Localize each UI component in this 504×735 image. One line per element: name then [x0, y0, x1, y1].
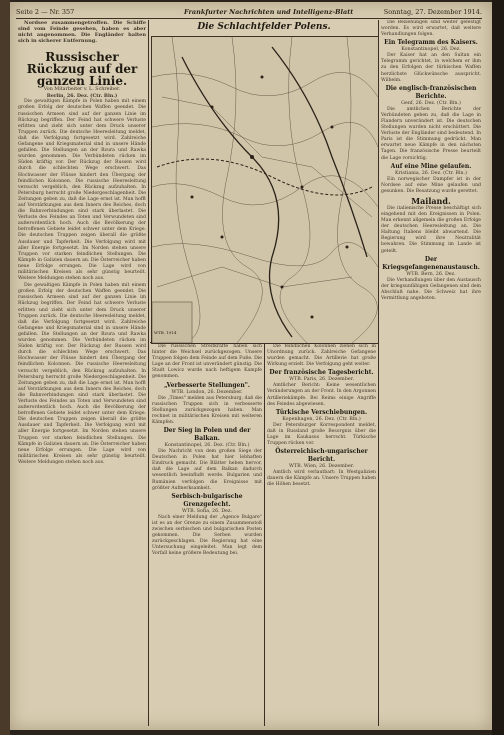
page-edge	[492, 0, 504, 735]
article-heading: Der französische Tagesbericht.	[269, 369, 374, 377]
dateline: WTB. Sofia, 26. Dez.	[182, 508, 232, 514]
dateline: Kopenhagen, 26. Dez. (Ctr. Bln.)	[282, 416, 361, 422]
column-rule	[264, 342, 265, 726]
headline: Russischer Rückzug auf der ganzen Linie.	[26, 50, 138, 89]
map-caption: WTB. 1914	[154, 330, 177, 335]
article-heading: Die englisch-französischen Berichte.	[385, 84, 477, 100]
article-body: Die „Times" melden aus Petersburg, daß die russischen Truppen sich in verbesserte Stellungen zurückgezogen haben. Man rechnet in militärischen Kreisen mit weiteren Kämpfen.	[152, 395, 262, 425]
article-body: Der Petersburger Korrespondent meldet, daß in Russland große Besorgnis über die Lage im Kaukasus herrscht. Türkische Truppen rücken vor.	[267, 422, 376, 447]
dateline: WTB. London, 26. Dezember.	[171, 389, 243, 395]
article-body: Der Kaiser hat an den Sultan ein Telegramm gerichtet, in welchem er ihm zu den Erfolgen der türkischen Waffen herzlichste Glückwünsche ausspricht. Wilhelm.	[381, 53, 481, 83]
dateline: Berlin, 26. Dez. (Ctr. Bln.)	[46, 93, 118, 100]
map-drawing	[152, 37, 378, 343]
article-body-continued: Die gewaltigen Kämpfe in Polen haben mit einem großen Erfolg der deutschen Waffen geendet. Die russischen Armeen sind auf der ganzen Linie im Rückzug begriffen. Der Feind hat schwere Verluste erlitten und zieht sich unter dem Druck unserer Truppen zurück. Die deutsche Heeresleitung meldet, daß die Verfolgung fortgesetzt wird. Zahlreiche Gefangene und Kriegsmaterial sind in unsere Hände gefallen. Die Stellungen an der Bzura und Rawka wurden genommen. Die Verbündeten rücken im Süden kräftig vor. Der Rückzug der Russen wird durch die schlechten Wege erschwert. Das Hochwasser der Flüsse hindert den Übergang der feindlichen Kolonnen. Die russische Heeresleitung versucht vergeblich, den Rückzug aufzuhalten. In Petersburg herrscht große Niedergeschlagenheit. Die Zeitungen geben zu, daß die Lage ernst ist. Man hofft auf Verstärkungen aus dem Innern des Reiches, doch die Bahnverbindungen sind stark überlastet. Die Verluste des Feindes an Toten und Verwundeten sind außerordentlich hoch. Auch die Bevölkerung der betroffenen Gebiete leidet schwer unter dem Kriege. Die deutschen Truppen zeigen überall die größte Ausdauer und Tapferkeit. Die Verfolgung wird mit aller Energie fortgesetzt. Im Norden stehen unsere Truppen vor starken feindlichen Stellungen. Die Kämpfe in Galizien dauern an. Die Österreicher haben neue Erfolge errungen. Die Lage wird von militärischen Kreisen als sehr günstig beurteilt. Weitere Meldungen stehen noch aus.	[18, 283, 146, 465]
column-4	[381, 20, 481, 724]
column-2	[152, 344, 262, 724]
page-header	[16, 6, 482, 19]
article-heading: Mailand.	[411, 195, 451, 206]
article-heading: „Verbesserte Stellungen".	[164, 381, 250, 389]
book-binding	[0, 0, 10, 735]
article-heading: Der Sieg in Polen und der Balkan.	[163, 427, 251, 443]
article-body: Die Beziehungen sind weiter gefestigt worden. Es wird erwartet, daß weitere Verhandlungen folgen.	[381, 20, 481, 38]
dateline: WTB. Bern, 26. Dez.	[406, 271, 456, 277]
intro-text: Nordsee zusammengetroffen. Die Schiffe sind vom Feinde gesehen, haben es aber nicht angenommen. Die Engländer halten sich in sicherer Entfernung.	[18, 20, 146, 45]
article-body: Amtlicher Bericht: Keine wesentlichen Veränderungen an der Front. In den Argonnen Artilleriekämpfe. Bei Reims einige Angriffe des Feindes abgewiesen.	[267, 383, 376, 407]
byline: Von Mitarbeiter v. L. Schreiber.	[43, 87, 121, 93]
dateline: WTB. Wien, 26. Dezember.	[288, 464, 354, 470]
column-1	[18, 20, 146, 724]
article-heading: Auf eine Mine gelaufen.	[390, 162, 472, 170]
article-heading: Österreichisch-ungarischer Bericht.	[275, 448, 368, 464]
column-rule	[148, 20, 149, 726]
issue-date: Sonntag, 27. Dezember 1914.	[383, 8, 482, 16]
article-body: Die russischen Streitkräfte haben sich hinter die Weichsel zurückgezogen. Unsere Truppen folgen dem Feinde auf dem Fuße. Die Lage an der Front ist unverändert günstig. Die Stadt Lowicz wurde nach heftigem Kampfe genommen.	[152, 344, 262, 380]
dateline: Konstantinopel, 26. Dez. (Ctr. Bln.)	[164, 443, 250, 449]
dateline: Genf, 26. Dez. (Ctr. Bln.)	[401, 100, 461, 106]
article-heading: Türkische Verschiebungen.	[275, 408, 368, 416]
masthead: Frankfurter Nachrichten und Intelligenz-Blatt	[184, 8, 354, 16]
article-body: Die Nachricht von dem großen Siege der Deutschen in Polen hat hier lebhaften Eindruck gemacht. Die Blätter heben hervor, daß die Lage auf dem Balkan dadurch wesentlich beeinflußt werde. Bulgarien und Rumänien verfolgen die Ereignisse mit größter Aufmerksamkeit.	[152, 449, 262, 491]
dateline: Kristiania, 26. Dez. (Ctr. Bln.)	[395, 170, 467, 176]
article-body: Nach einer Meldung der „Agence Bulgare" ist es an der Grenze zu einem Zusammenstoß zwischen serbischen und bulgarischen Posten gekommen. Die Serben wurden zurückgeschlagen. Die Regierung hat eine Untersuchung eingeleitet. Man legt dem Vorfall keine größere Bedeutung bei.	[152, 514, 262, 557]
article-body: Die italienische Presse beschäftigt sich eingehend mit den Ereignissen in Polen. Man erkennt allgemein die großen Erfolge der deutschen Heeresleitung an. Die Haltung Italiens bleibt abwartend. Die Regierung wird ihre Neutralität bewahren. Die Stimmung im Lande ist geteilt.	[381, 205, 481, 254]
article-body: Die amtlichen Berichte der Verbündeten geben zu, daß die Lage in Flandern unverändert ist. Die deutschen Stellungen wurden nicht erschüttert. Die Verluste der Engländer sind bedeutend. In Paris ist die Stimmung gedrückt. Man erwartet neue Kämpfe in den nächsten Tagen. Die französische Presse beurteilt die Lage vorsichtig.	[381, 106, 481, 161]
article-body: Ein norwegischer Dampfer ist in der Nordsee auf eine Mine gelaufen und gesunken. Die Besatzung wurde gerettet.	[381, 176, 481, 194]
dateline: Konstantinopel, 26. Dez.	[401, 47, 461, 53]
article-body: Die gewaltigen Kämpfe in Polen haben mit einem großen Erfolg der deutschen Waffen geendet. Die russischen Armeen sind auf der ganzen Linie im Rückzug begriffen. Der Feind hat schwere Verluste erlitten und zieht sich unter dem Druck unserer Truppen zurück. Die deutsche Heeresleitung meldet, daß die Verfolgung fortgesetzt wird. Zahlreiche Gefangene und Kriegsmaterial sind in unsere Hände gefallen. Die Stellungen an der Bzura und Rawka wurden genommen. Die Verbündeten rücken im Süden kräftig vor. Der Rückzug der Russen wird durch die schlechten Wege erschwert. Das Hochwasser der Flüsse hindert den Übergang der feindlichen Kolonnen. Die russische Heeresleitung versucht vergeblich, den Rückzug aufzuhalten. In Petersburg herrscht große Niedergeschlagenheit. Die Zeitungen geben zu, daß die Lage ernst ist. Man hofft auf Verstärkungen aus dem Innern des Reiches, doch die Bahnverbindungen sind stark überlastet. Die Verluste des Feindes an Toten und Verwundeten sind außerordentlich hoch. Auch die Bevölkerung der betroffenen Gebiete leidet schwer unter dem Kriege. Die deutschen Truppen zeigen überall die größte Ausdauer und Tapferkeit. Die Verfolgung wird mit aller Energie fortgesetzt. Im Norden stehen unsere Truppen vor starken feindlichen Stellungen. Die Kämpfe in Galizien dauern an. Die Österreicher haben neue Erfolge errungen. Die Lage wird von militärischen Kreisen als sehr günstig beurteilt. Weitere Meldungen stehen noch aus.	[18, 99, 146, 282]
article-heading: Ein Telegramm des Kaisers.	[384, 39, 478, 47]
dateline: WTB. Paris, 26. Dezember.	[289, 377, 354, 383]
article-body: Die feindlichen Kolonnen ziehen sich in Unordnung zurück. Zahlreiche Gefangene wurden gemacht. Die Artillerie hat große Wirkung erzielt. Die Verfolgung geht weiter.	[267, 344, 376, 368]
battlefield-map	[151, 36, 379, 344]
article-heading: Serbisch-bulgarische Grenzgefecht.	[171, 492, 243, 508]
column-3	[267, 344, 376, 724]
article-heading: Der Kriegsgefangenenaustausch.	[382, 255, 480, 271]
article-body: Amtlich wird verlautbart: In Westgalizien dauern die Kämpfe an. Unsere Truppen haben die Höhen besetzt.	[267, 470, 376, 488]
page-number: Seite 2 — Nr. 357	[16, 8, 75, 16]
map-title: Die Schlachtfelder Polens.	[197, 22, 331, 32]
article-body: Die Verhandlungen über den Austausch der kriegsunfähigen Gefangenen sind dem Abschluß nahe. Die Schweiz hat ihre Vermittlung angeboten.	[381, 277, 481, 301]
